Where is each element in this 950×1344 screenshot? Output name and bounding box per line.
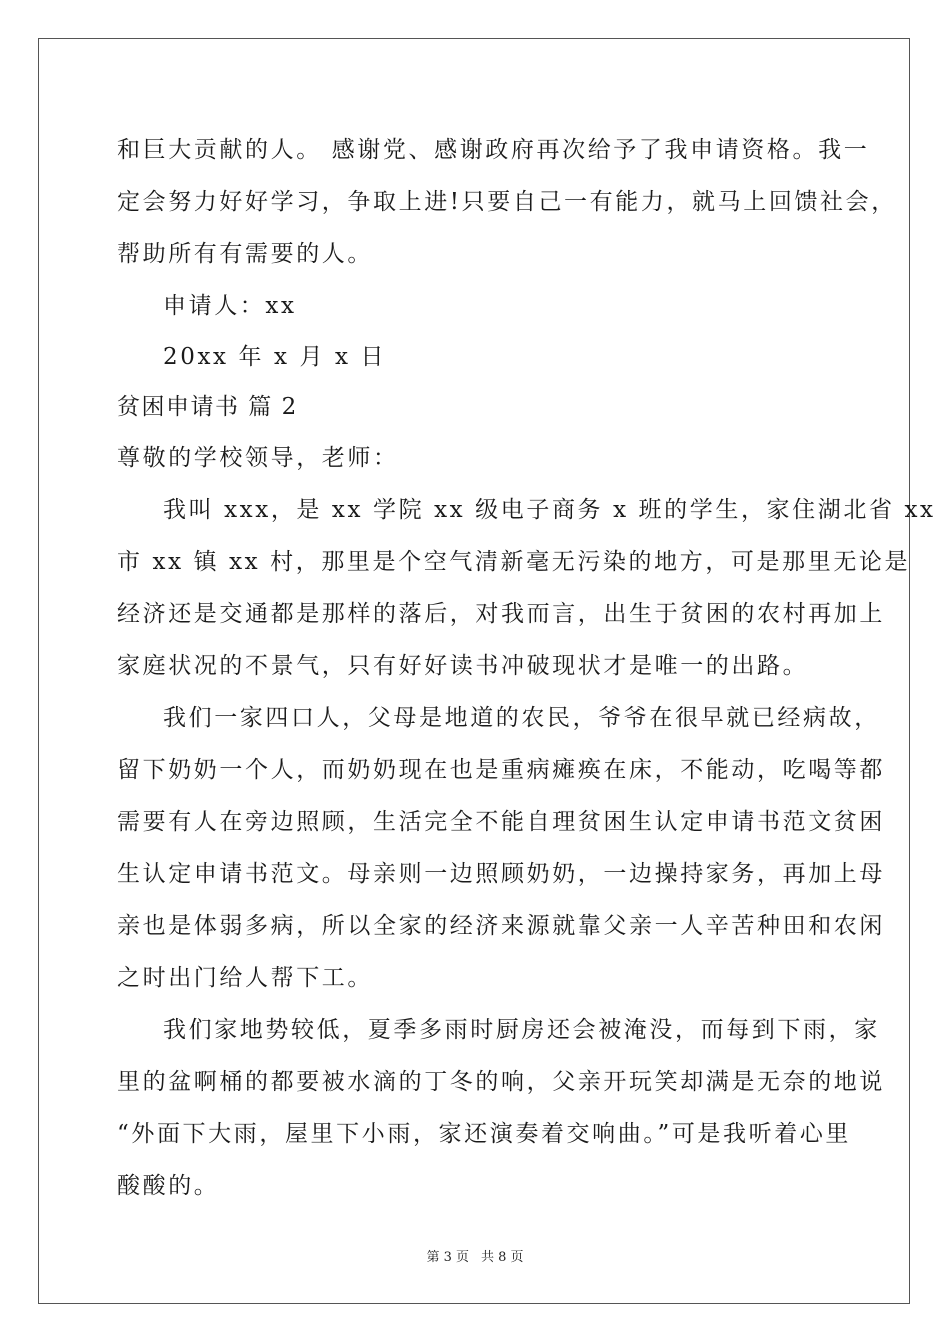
page-total: 共 8 页 <box>481 1250 524 1265</box>
text-line: 我们一家四口人，父母是地道的农民，爷爷在很早就已经病故， <box>163 705 880 731</box>
text-line: 经济还是交通都是那样的落后，对我而言，出生于贫困的农村再加上 <box>117 601 885 627</box>
text-line: 里的盆啊桶的都要被水滴的丁冬的响，父亲开玩笑却满是无奈的地说 <box>117 1069 885 1095</box>
applicant-signature: 申请人：xx <box>163 293 297 319</box>
text-line: 生认定申请书范文。母亲则一边照顾奶奶，一边操持家务，再加上母 <box>117 861 885 887</box>
text-line: 之时出门给人帮下工。 <box>117 965 373 991</box>
text-line: 酸酸的。 <box>117 1173 220 1199</box>
text-line: 帮助所有有需要的人。 <box>117 241 373 267</box>
page-footer <box>0 1246 950 1265</box>
text-line: “外面下大雨，屋里下小雨，家还演奏着交响曲。”可是我听着心里 <box>117 1121 852 1147</box>
page-number: 第 3 页 <box>426 1250 469 1265</box>
text-line: 和巨大贡献的人。 感谢党、感谢政府再次给予了我申请资格。我一 <box>117 137 870 163</box>
text-line: 我叫 xxx，是 xx 学院 xx 级电子商务 x 班的学生，家住湖北省 xx <box>163 497 936 523</box>
date-line: 20xx 年 x 月 x 日 <box>163 344 387 370</box>
text-line: 定会努力好好学习，争取上进!只要自己一有能力，就马上回馈社会， <box>117 189 897 215</box>
text-line: 家庭状况的不景气，只有好好读书冲破现状才是唯一的出路。 <box>117 653 809 679</box>
text-line: 需要有人在旁边照顾，生活完全不能自理贫困生认定申请书范文贫困 <box>117 809 885 835</box>
text-line: 亲也是体弱多病，所以全家的经济来源就靠父亲一人辛苦种田和农闲 <box>117 913 885 939</box>
document-body <box>117 124 936 1212</box>
text-line: 留下奶奶一个人，而奶奶现在也是重病瘫痪在床，不能动，吃喝等都 <box>117 757 885 783</box>
salutation: 尊敬的学校领导，老师： <box>117 445 399 471</box>
section-title: 贫困申请书 篇 2 <box>117 394 298 420</box>
text-line: 我们家地势较低，夏季多雨时厨房还会被淹没，而每到下雨，家 <box>163 1017 880 1043</box>
text-line: 市 xx 镇 xx 村，那里是个空气清新毫无污染的地方，可是那里无论是 <box>117 549 911 575</box>
